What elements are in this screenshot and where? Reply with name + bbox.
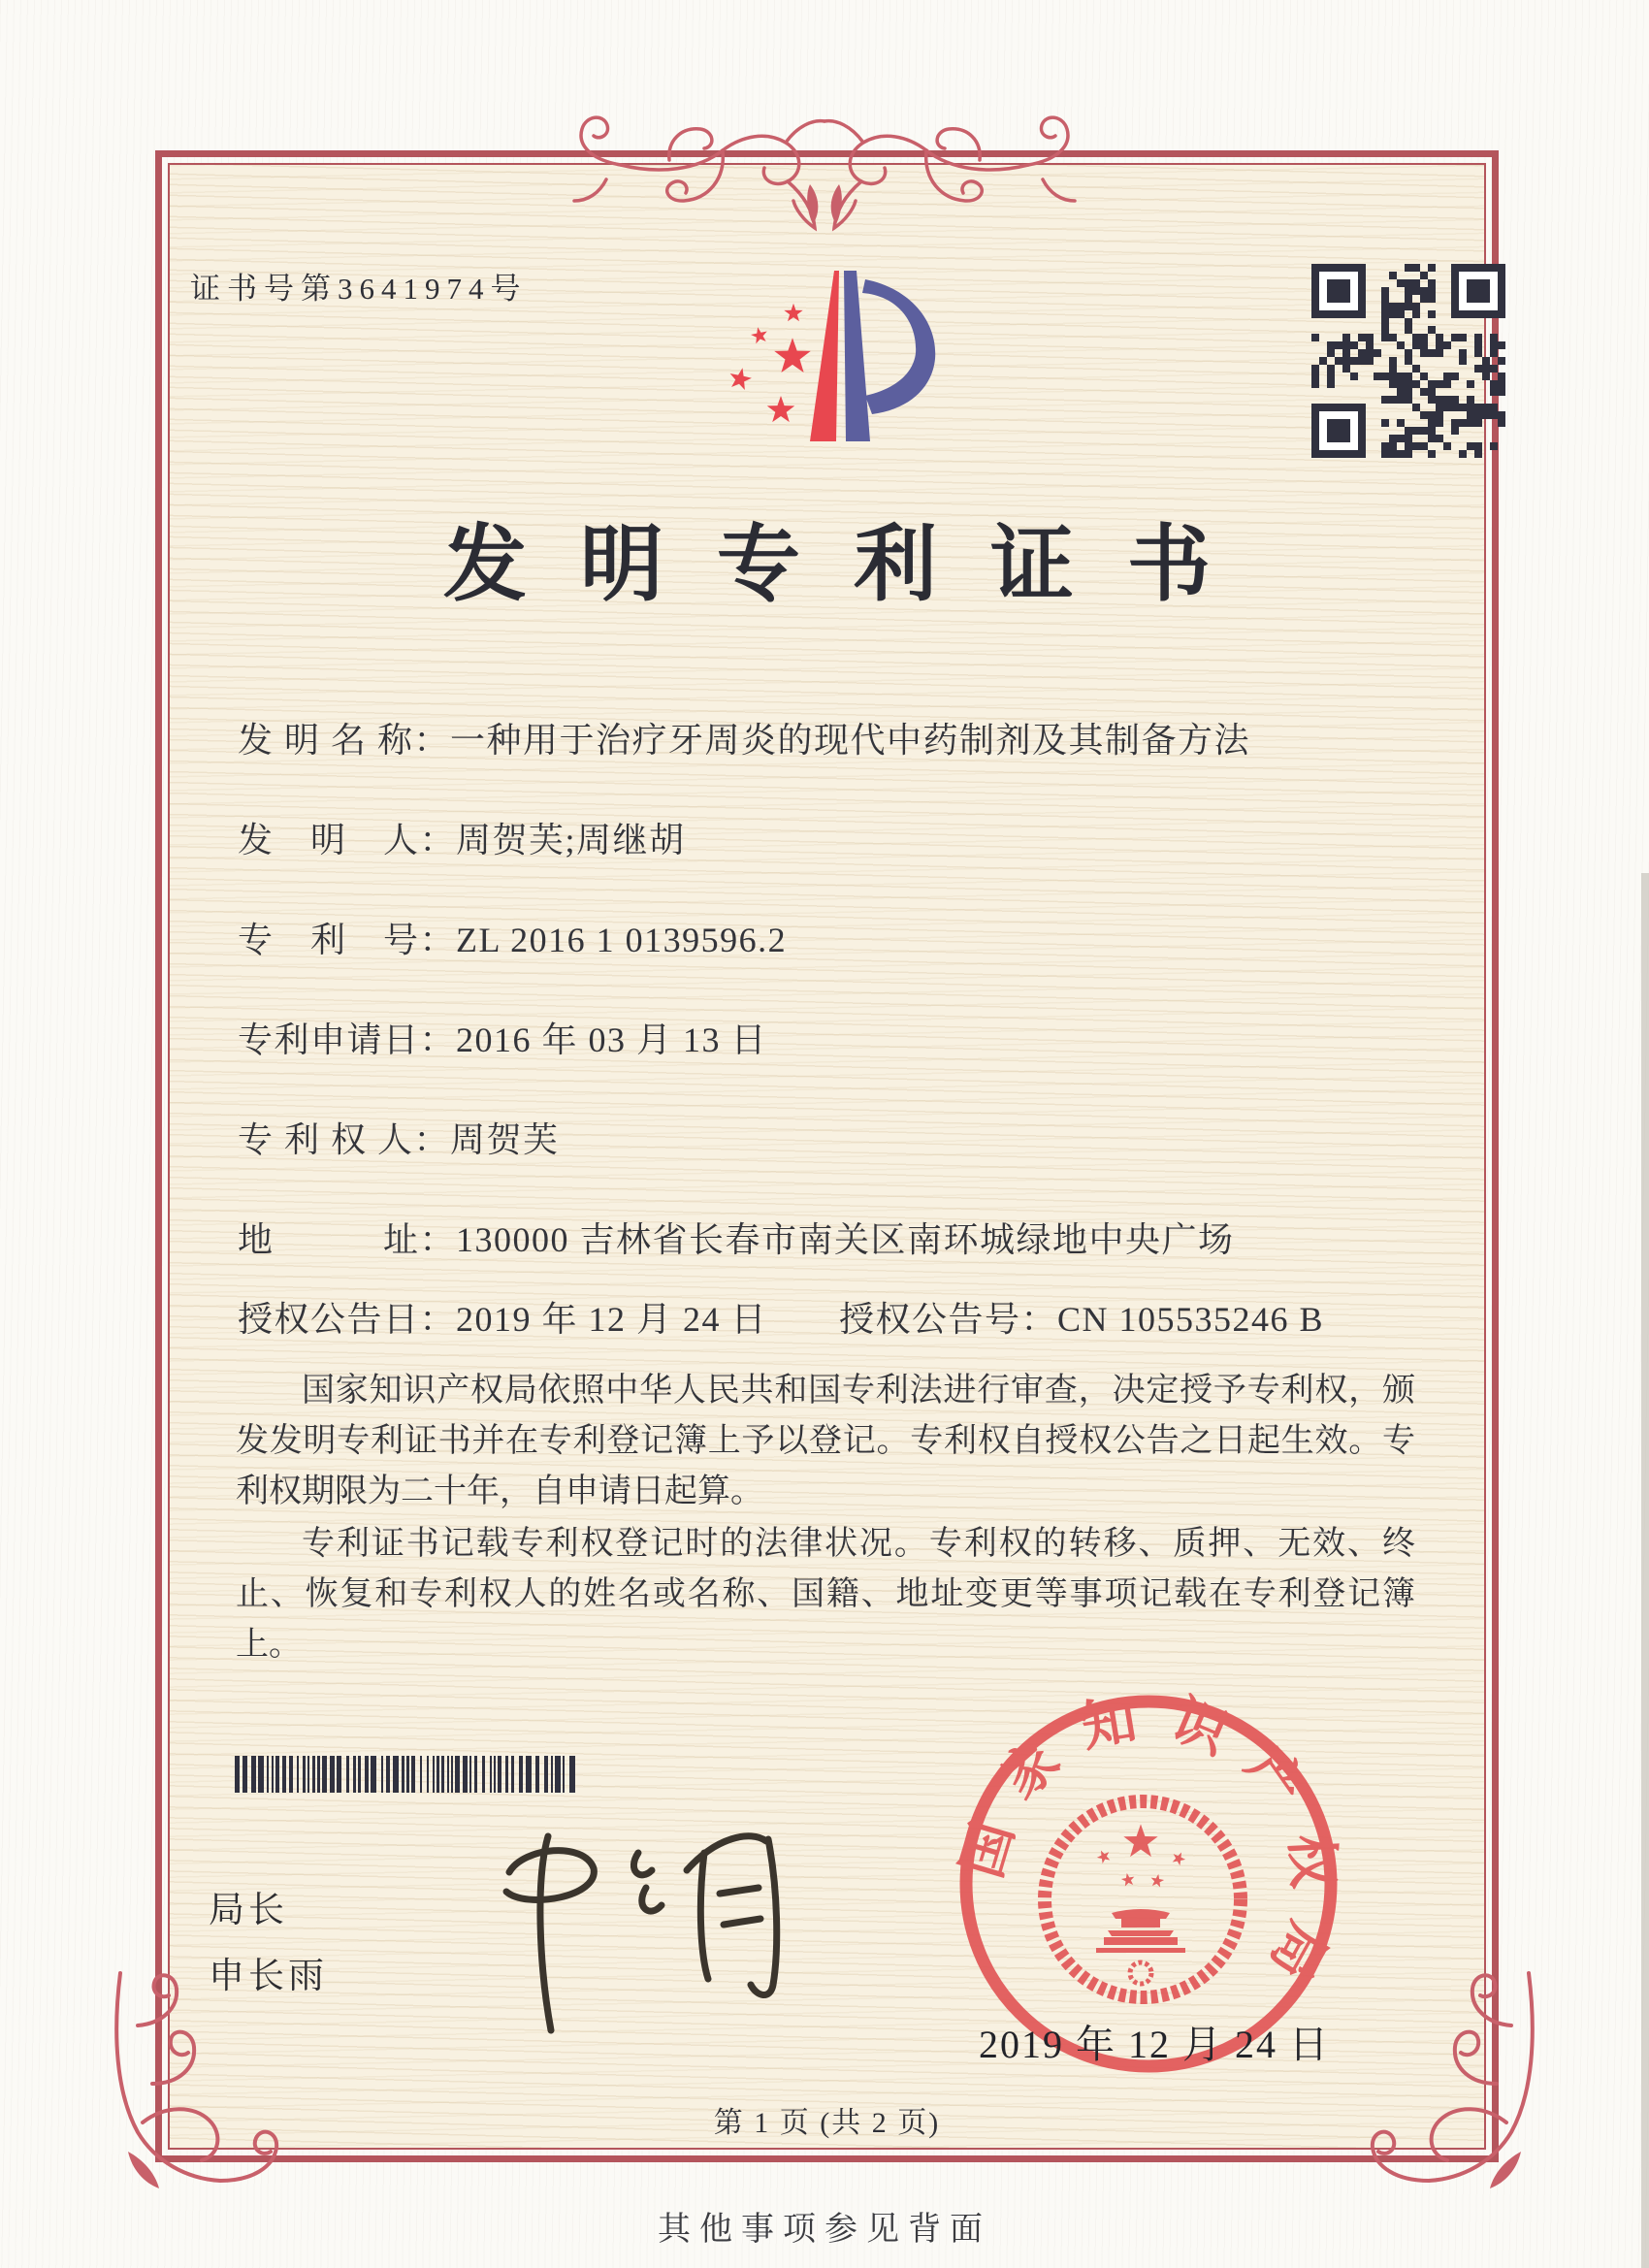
- field-grant-number: [839, 1292, 1324, 1342]
- field-value: 周贺芙;周继胡: [456, 821, 686, 859]
- field-value: 2019 年 12 月 24 日: [456, 1300, 768, 1339]
- barcode: [235, 1756, 582, 1793]
- field-inventor: [238, 813, 1431, 862]
- field-label: 专 利 权 人：: [238, 1120, 451, 1159]
- field-label: 发 明 名 称：: [238, 721, 451, 760]
- field-value: 130000 吉林省长春市南关区南环城绿地中央广场: [456, 1220, 1235, 1259]
- field-label: 发 明 人：: [238, 821, 457, 859]
- director-signature: [456, 1812, 805, 2055]
- field-invention-name: [238, 713, 1431, 762]
- seal-date: 2019 年 12 月 24 日: [979, 2023, 1330, 2066]
- certificate-title: 发明专利证书: [443, 518, 1264, 611]
- field-value: ZL 2016 1 0139596.2: [456, 921, 788, 959]
- field-patentee: [238, 1113, 1431, 1162]
- director-name: 申长雨: [209, 1956, 328, 1995]
- field-value: CN 105535246 B: [1057, 1300, 1325, 1339]
- legal-paragraph-2: 专利证书记载专利权登记时的法律状况。专利权的转移、质押、无效、终止、恢复和专利权人的姓名或名称、国籍、地址变更等事项记载在专利登记簿上。: [236, 1526, 1415, 1663]
- field-filing-date: [238, 1013, 1431, 1062]
- cnipa-patent-logo-icon: [720, 243, 953, 451]
- scan-edge-shadow: [1641, 873, 1649, 2268]
- field-label: 专 利 号：: [238, 921, 457, 959]
- field-patent-number: [238, 913, 1431, 962]
- seal-agency-text: 国家知识产权局: [952, 1686, 1344, 2013]
- legal-text: [236, 1366, 1415, 1672]
- page-number: 第 1 页 (共 2 页): [713, 2107, 941, 2139]
- field-label: 授权公告号：: [839, 1300, 1058, 1339]
- field-grant: [238, 1292, 1431, 1342]
- qr-code: [1311, 264, 1505, 458]
- field-label: 地 址：: [238, 1220, 457, 1259]
- field-label: 专利申请日：: [238, 1021, 457, 1059]
- field-label: 授权公告日：: [238, 1300, 457, 1339]
- field-value: 周贺芙: [450, 1120, 560, 1159]
- back-note: 其他事项参见背面: [658, 2212, 991, 2248]
- certificate-number: 证书号第3641974号: [190, 272, 528, 306]
- field-value: 2016 年 03 月 13 日: [456, 1021, 768, 1059]
- field-value: 一种用于治疗牙周炎的现代中药制剂及其制备方法: [450, 721, 1251, 760]
- national-emblem-icon: [1095, 1824, 1187, 1953]
- director-title: 局长: [209, 1890, 288, 1929]
- legal-paragraph-1: 国家知识产权局依照中华人民共和国专利法进行审查，决定授予专利权，颁发发明专利证书并在专利登记簿上予以登记。专利权自授权公告之日起生效。专利权期限为二十年，自申请日起算。: [236, 1373, 1415, 1509]
- field-address: [238, 1213, 1431, 1262]
